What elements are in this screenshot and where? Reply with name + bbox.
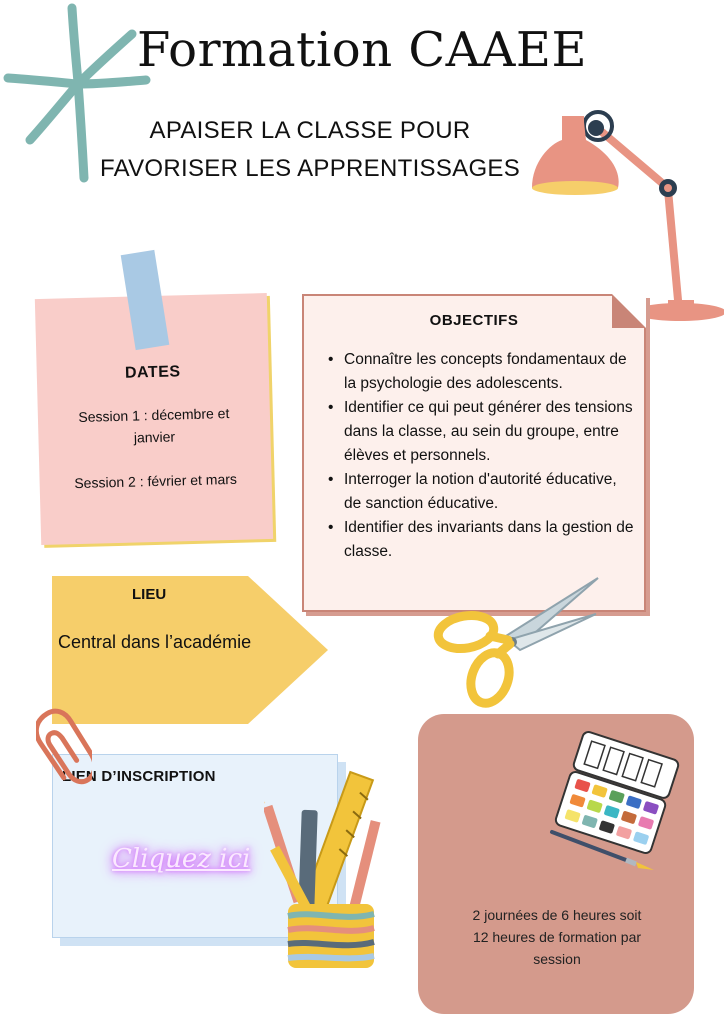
paperclip-icon — [36, 706, 92, 792]
list-item: • Identifier ce qui peut générer des tensions dans la classe, au sein du groupe, entre élèves et personnels. — [326, 396, 636, 468]
objectifs-heading: OBJECTIFS — [429, 312, 519, 329]
subtitle-line-2: FAVORISER LES APPRENTISSAGES — [99, 155, 521, 182]
list-item: • Connaître les concepts fondamentaux de la psychologie des adolescents. — [326, 348, 636, 396]
desk-lamp-icon — [528, 104, 724, 326]
duration-line-1: 2 journées de 6 heures soit — [472, 907, 642, 923]
objectifs-list — [326, 348, 636, 564]
duration-text — [446, 904, 668, 970]
objectifs-card — [302, 294, 646, 612]
inscription-link[interactable]: Cliquez ici — [112, 844, 251, 874]
list-item: • Identifier des invariants dans la gestion de classe. — [326, 516, 636, 564]
dates-session-2: Session 2 : février et mars — [74, 470, 238, 492]
lieu-text: Central dans l’académie — [58, 632, 252, 652]
paintbrush-icon — [548, 826, 658, 874]
pencil-cup-icon — [264, 764, 392, 974]
list-item: • Interroger la notion d'autorité éducative, de sanction éducative. — [326, 468, 636, 516]
lieu-heading: LIEU — [132, 586, 167, 603]
page-title: Formation CAAEE — [137, 22, 587, 78]
scissors-icon — [428, 574, 604, 714]
inscription-heading: LIEN D’INSCRIPTION — [62, 768, 216, 785]
page-subtitle — [60, 112, 560, 188]
duration-line-2: 12 heures de formation par — [472, 929, 642, 945]
dates-heading: DATES — [124, 363, 181, 382]
subtitle-line-1: APAISER LA CLASSE POUR — [149, 117, 471, 144]
dates-session-1-line-1: Session 1 : décembre et — [78, 405, 230, 425]
duration-line-3: session — [533, 951, 581, 967]
dates-session-1-line-2: janvier — [133, 428, 176, 446]
